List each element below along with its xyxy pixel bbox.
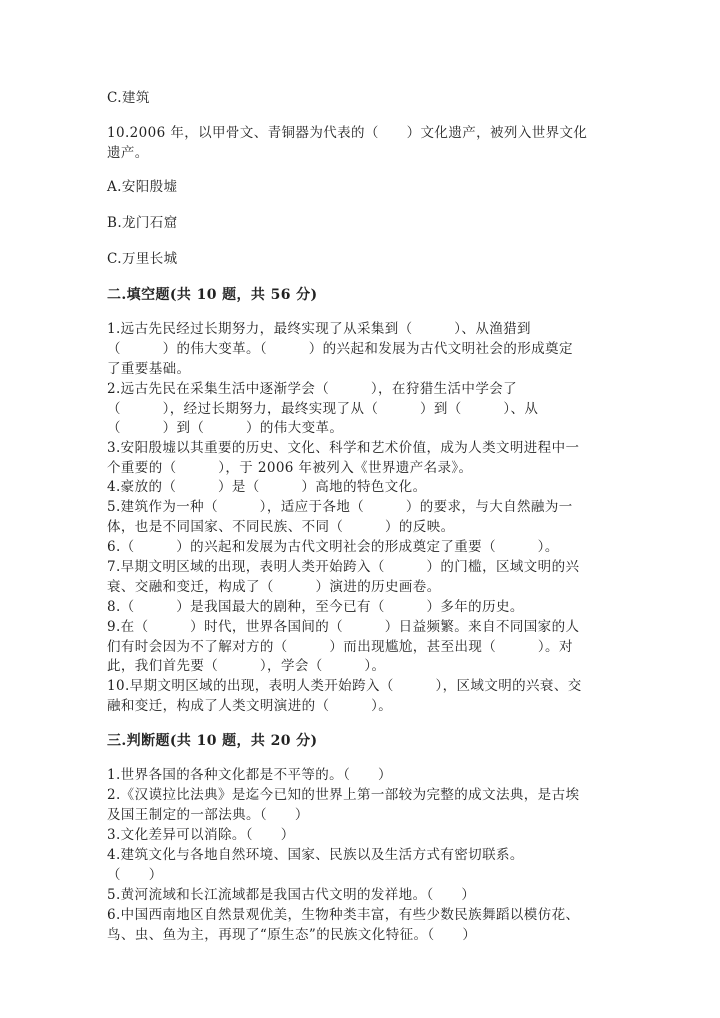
- judge-line: 2.《汉谟拉比法典》是迄今已知的世界上第一部较为完整的成文法典，是古埃: [107, 787, 580, 803]
- judge-line: 3.文化差异可以消除。（ ）: [107, 827, 295, 843]
- option-b: B.龙门石窟: [107, 215, 178, 231]
- fill-line: 融和变迁，构成了人类文明演进的（ ）。: [107, 698, 393, 714]
- option-c: C.万里长城: [107, 251, 178, 267]
- judge-line: 5.黄河流域和长江流域都是我国古代文明的发祥地。（ ）: [107, 887, 476, 903]
- fill-line: 10.早期文明区域的出现，表明人类开始跨入（ ），区域文明的兴衰、交: [107, 678, 582, 694]
- fill-line: 5.建筑作为一种（ ），适应于各地（ ）的要求，与大自然融为一: [107, 499, 573, 515]
- fill-line: 4.豪放的（ ）是（ ）高地的特色文化。: [107, 479, 427, 495]
- judge-section-title: 三.判断题(共 10 题，共 20 分): [107, 733, 318, 749]
- fill-line: 个重要的（ ），于 2006 年被列入《世界遗产名录》。: [107, 460, 473, 476]
- question-10-stem-line-2: 遗产。: [107, 145, 149, 161]
- fill-line: 衰、交融和变迁，构成了（ ）演进的历史画卷。: [107, 579, 441, 595]
- question-10-stem-line-1: 10.2006 年，以甲骨文、青铜器为代表的（ ）文化遗产，被列入世界文化: [107, 125, 588, 141]
- fill-line: 3.安阳殷墟以其重要的历史、文化、科学和艺术价值，成为人类文明进程中一: [107, 440, 580, 456]
- fill-line: （ ）的伟大变革。（ ）的兴起和发展为古代文明社会的形成奠定: [107, 341, 573, 357]
- judge-line: 鸟、虫、鱼为主，再现了“原生态”的民族文化特征。（ ）: [107, 927, 477, 943]
- fill-line: 8.（ ）是我国最大的剧种，至今已有（ ）多年的历史。: [107, 599, 524, 615]
- fill-line: 2.远古先民在采集生活中逐渐学会（ ），在狩猎生活中学会了: [107, 381, 518, 397]
- fill-line: 6.（ ）的兴起和发展为古代文明社会的形成奠定了重要（ ）。: [107, 539, 559, 555]
- fill-section-title: 二.填空题(共 10 题，共 56 分): [107, 287, 318, 303]
- option-c-architecture: C.建筑: [107, 90, 150, 106]
- judge-line: 4.建筑文化与各地自然环境、国家、民族以及生活方式有密切联系。: [107, 847, 524, 863]
- option-a: A.安阳殷墟: [107, 179, 178, 195]
- judge-line: 6.中国西南地区自然景观优美，生物种类丰富，有些少数民族舞蹈以模仿花、: [107, 907, 580, 923]
- judge-line: 及国王制定的一部法典。（ ）: [107, 807, 309, 823]
- judge-line: 1.世界各国的各种文化都是不平等的。（ ）: [107, 767, 392, 783]
- judge-line: （ ）: [107, 867, 163, 883]
- fill-line: 了重要基础。: [107, 361, 191, 377]
- fill-line: 们有时会因为不了解对方的（ ）而出现尴尬，甚至出现（ ）。对: [107, 639, 573, 655]
- fill-line: （ ）到（ ）的伟大变革。: [107, 420, 344, 436]
- fill-line: 体，也是不同国家、不同民族、不同（ ）的反映。: [107, 519, 455, 535]
- fill-line: 7.早期文明区域的出现，表明人类开始跨入（ ）的门槛，区域文明的兴: [107, 559, 580, 575]
- fill-line: 9.在（ ）时代，世界各国间的（ ）日益频繁。来自不同国家的人: [107, 619, 580, 635]
- fill-line: （ ），经过长期努力，最终实现了从（ ）到（ ）、从: [107, 401, 539, 417]
- fill-line: 此，我们首先要（ ），学会（ ）。: [107, 658, 386, 674]
- fill-line: 1.远古先民经过长期努力，最终实现了从采集到（ ）、从渔猎到: [107, 321, 531, 337]
